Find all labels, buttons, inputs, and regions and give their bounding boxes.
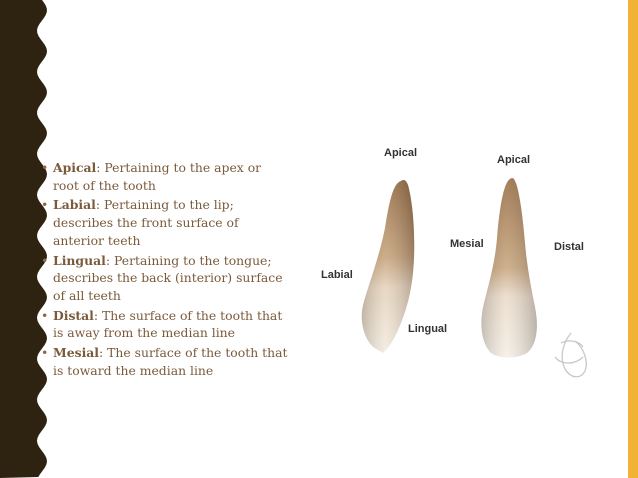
tooth-front-view bbox=[481, 178, 537, 358]
term-definition: : The surface of the tooth that is away from the median line bbox=[53, 307, 283, 341]
term-definition: : The surface of the tooth that is toward the median line bbox=[53, 345, 288, 378]
bullet-icon: • bbox=[41, 160, 49, 175]
list-item-lingual bbox=[40, 252, 290, 305]
bullet-icon: • bbox=[41, 345, 49, 361]
term-definition-list bbox=[40, 159, 290, 381]
dental-logo-mark bbox=[555, 333, 586, 377]
list-item-mesial bbox=[40, 344, 290, 379]
term-definition: : Pertaining to the tongue; describes the back (interior) surface of all teeth bbox=[53, 252, 283, 303]
term-definition: : Pertaining to the lip; describes the front surface of anterior teeth bbox=[53, 197, 239, 248]
label-distal: Distal bbox=[554, 241, 584, 253]
list-item-distal bbox=[40, 307, 290, 342]
right-accent-stripe bbox=[628, 0, 638, 478]
term-label: Lingual bbox=[53, 252, 106, 268]
tooth-side-view bbox=[362, 180, 415, 353]
term-label: Labial bbox=[53, 197, 96, 213]
list-item-labial bbox=[40, 196, 290, 249]
label-apical-left: Apical bbox=[384, 147, 418, 159]
term-definition: : Pertaining to the apex or root of the tooth bbox=[53, 160, 262, 193]
bullet-icon: • bbox=[41, 307, 49, 323]
bullet-icon: • bbox=[41, 197, 49, 213]
tooth-illustration bbox=[313, 143, 595, 386]
list-item-apical bbox=[40, 159, 290, 194]
label-lingual: Lingual bbox=[408, 323, 448, 335]
label-labial: Labial bbox=[321, 269, 353, 281]
tooth-figure bbox=[313, 143, 595, 386]
bullet-icon: • bbox=[41, 252, 49, 268]
label-mesial: Mesial bbox=[450, 238, 484, 250]
term-label: Apical bbox=[53, 160, 97, 175]
term-label: Mesial bbox=[53, 345, 100, 361]
term-label: Distal bbox=[53, 307, 94, 323]
label-apical-right: Apical bbox=[497, 154, 531, 166]
